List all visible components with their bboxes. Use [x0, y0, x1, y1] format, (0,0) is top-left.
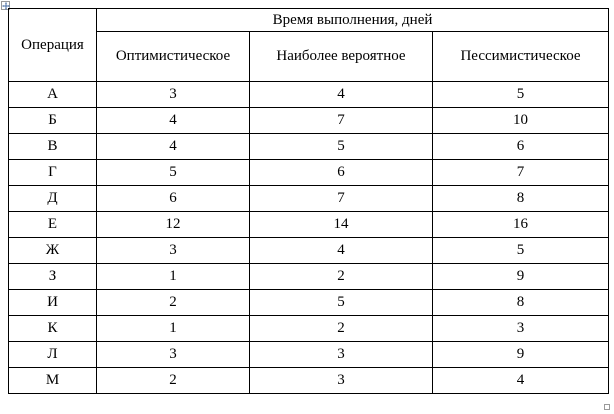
table-row	[9, 316, 609, 342]
pessimistic-header: Пессимистическое	[433, 32, 609, 82]
operation-cell: Б	[9, 108, 97, 134]
optimistic-cell: 5	[97, 160, 250, 186]
table-row	[9, 238, 609, 264]
operations-time-table	[8, 8, 609, 394]
pessimistic-cell: 16	[433, 212, 609, 238]
operation-cell: А	[9, 82, 97, 108]
most-likely-cell: 14	[250, 212, 433, 238]
most-likely-cell: 2	[250, 316, 433, 342]
most-likely-cell: 6	[250, 160, 433, 186]
optimistic-cell: 3	[97, 238, 250, 264]
most-likely-cell: 4	[250, 82, 433, 108]
table-body	[9, 82, 609, 394]
optimistic-cell: 12	[97, 212, 250, 238]
table-row	[9, 134, 609, 160]
optimistic-cell: 4	[97, 108, 250, 134]
most-likely-cell: 2	[250, 264, 433, 290]
optimistic-cell: 1	[97, 264, 250, 290]
table-row	[9, 186, 609, 212]
most-likely-cell: 5	[250, 290, 433, 316]
most-likely-cell: 7	[250, 186, 433, 212]
operation-cell: М	[9, 368, 97, 394]
optimistic-cell: 4	[97, 134, 250, 160]
optimistic-cell: 6	[97, 186, 250, 212]
table-row	[9, 212, 609, 238]
pessimistic-cell: 7	[433, 160, 609, 186]
operation-header: Операция	[9, 9, 97, 82]
operation-cell: Д	[9, 186, 97, 212]
most-likely-cell: 4	[250, 238, 433, 264]
table-row	[9, 82, 609, 108]
operation-cell: К	[9, 316, 97, 342]
optimistic-cell: 3	[97, 82, 250, 108]
most-likely-header: Наиболее вероятное	[250, 32, 433, 82]
table-row	[9, 160, 609, 186]
optimistic-cell: 1	[97, 316, 250, 342]
pessimistic-cell: 8	[433, 290, 609, 316]
operation-cell: Г	[9, 160, 97, 186]
pessimistic-cell: 3	[433, 316, 609, 342]
pessimistic-cell: 9	[433, 264, 609, 290]
most-likely-cell: 3	[250, 368, 433, 394]
header-row-columns	[9, 32, 609, 82]
pessimistic-cell: 6	[433, 134, 609, 160]
table-header	[9, 9, 609, 82]
most-likely-cell: 5	[250, 134, 433, 160]
operation-cell: Е	[9, 212, 97, 238]
operation-cell: Л	[9, 342, 97, 368]
operation-cell: В	[9, 134, 97, 160]
pessimistic-cell: 10	[433, 108, 609, 134]
table-row	[9, 290, 609, 316]
pessimistic-cell: 5	[433, 82, 609, 108]
most-likely-cell: 3	[250, 342, 433, 368]
optimistic-cell: 2	[97, 368, 250, 394]
operation-cell: И	[9, 290, 97, 316]
pessimistic-cell: 8	[433, 186, 609, 212]
pessimistic-cell: 4	[433, 368, 609, 394]
table-resize-handle[interactable]	[604, 404, 610, 410]
pessimistic-cell: 5	[433, 238, 609, 264]
optimistic-cell: 2	[97, 290, 250, 316]
operation-cell: Ж	[9, 238, 97, 264]
optimistic-header: Оптимистическое	[97, 32, 250, 82]
table-row	[9, 342, 609, 368]
table-row	[9, 108, 609, 134]
pessimistic-cell: 9	[433, 342, 609, 368]
operation-cell: З	[9, 264, 97, 290]
execution-time-header: Время выполнения, дней	[97, 9, 609, 32]
table-row	[9, 264, 609, 290]
header-row-group	[9, 9, 609, 32]
table-row	[9, 368, 609, 394]
optimistic-cell: 3	[97, 342, 250, 368]
most-likely-cell: 7	[250, 108, 433, 134]
